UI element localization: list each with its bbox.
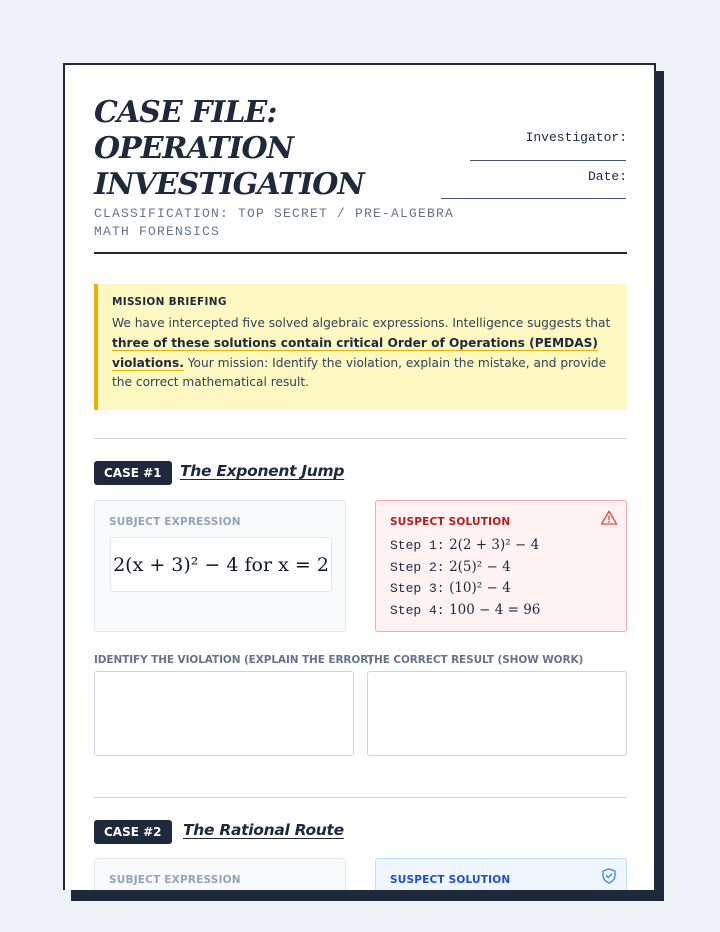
classification-line: CLASSIFICATION: TOP SECRET / PRE-ALGEBRA bbox=[94, 206, 455, 221]
subject-expression-label: SUBJECT EXPRESSION bbox=[109, 516, 241, 528]
section-divider bbox=[94, 438, 627, 439]
case-title: The Rational Route bbox=[183, 821, 344, 839]
classification-line: MATH FORENSICS bbox=[94, 223, 221, 239]
solution-step bbox=[390, 556, 540, 578]
step-number: Step 4: bbox=[390, 602, 445, 618]
solution-step bbox=[390, 599, 540, 621]
briefing-text-intro: We have intercepted five solved algebraic expressions. Intelligence suggests that bbox=[112, 316, 611, 330]
subject-expression-box bbox=[94, 500, 346, 632]
investigator-label: Investigator: bbox=[525, 130, 627, 145]
mission-briefing bbox=[94, 284, 627, 410]
suspect-solution-label: SUSPECT SOLUTION bbox=[390, 874, 511, 886]
step-number: Step 3: bbox=[390, 581, 445, 596]
shield-check-icon bbox=[600, 867, 618, 885]
briefing-text-mission: Your mission: Identify the violation, explain the mistake, and provide the correct mathematical result. bbox=[112, 355, 607, 390]
date-label: Date: bbox=[587, 169, 627, 184]
subject-expression: 2(x + 3)² − 4 for x = 2 bbox=[110, 537, 332, 592]
subject-expression-label: SUBJECT EXPRESSION bbox=[109, 874, 241, 886]
step-number: Step 2: bbox=[390, 559, 445, 575]
step-expression: 100 − 4 = 96 bbox=[449, 601, 541, 618]
page-title bbox=[94, 95, 454, 203]
title-line: OPERATION bbox=[94, 131, 294, 166]
classification-text bbox=[94, 205, 474, 240]
step-number: Step 1: bbox=[390, 538, 445, 553]
case-file-page bbox=[63, 63, 656, 890]
correct-result-field-label: THE CORRECT RESULT (SHOW WORK) bbox=[367, 654, 584, 666]
subject-expression-box bbox=[94, 858, 346, 890]
solution-steps bbox=[390, 534, 540, 620]
investigator-field-line[interactable] bbox=[470, 160, 626, 161]
date-field-line[interactable] bbox=[441, 198, 626, 199]
briefing-text bbox=[112, 314, 613, 393]
violation-answer-box[interactable] bbox=[94, 671, 354, 756]
warning-triangle-icon bbox=[600, 509, 618, 527]
case-badge: CASE #1 bbox=[94, 461, 172, 485]
solution-step bbox=[390, 534, 540, 556]
step-expression: 2(2 + 3)² − 4 bbox=[449, 537, 540, 553]
suspect-solution-label: SUSPECT SOLUTION bbox=[390, 516, 511, 528]
title-line: CASE FILE: bbox=[94, 95, 277, 130]
suspect-solution-box bbox=[375, 858, 627, 890]
case-title: The Exponent Jump bbox=[180, 462, 345, 480]
correct-result-answer-box[interactable] bbox=[367, 671, 627, 756]
section-divider bbox=[94, 797, 627, 798]
briefing-title: MISSION BRIEFING bbox=[112, 296, 227, 308]
case-badge: CASE #2 bbox=[94, 820, 172, 844]
briefing-highlight: three of these solutions contain critical Order of Operations (PEMDAS) violations. bbox=[112, 335, 598, 370]
step-expression: 2(5)² − 4 bbox=[449, 558, 511, 575]
solution-step bbox=[390, 577, 540, 599]
title-line: INVESTIGATION bbox=[94, 167, 364, 202]
suspect-solution-box bbox=[375, 500, 627, 632]
step-expression: (10)² − 4 bbox=[449, 580, 511, 596]
violation-field-label: IDENTIFY THE VIOLATION (EXPLAIN THE ERROR) bbox=[94, 654, 373, 666]
header-divider bbox=[94, 252, 627, 254]
